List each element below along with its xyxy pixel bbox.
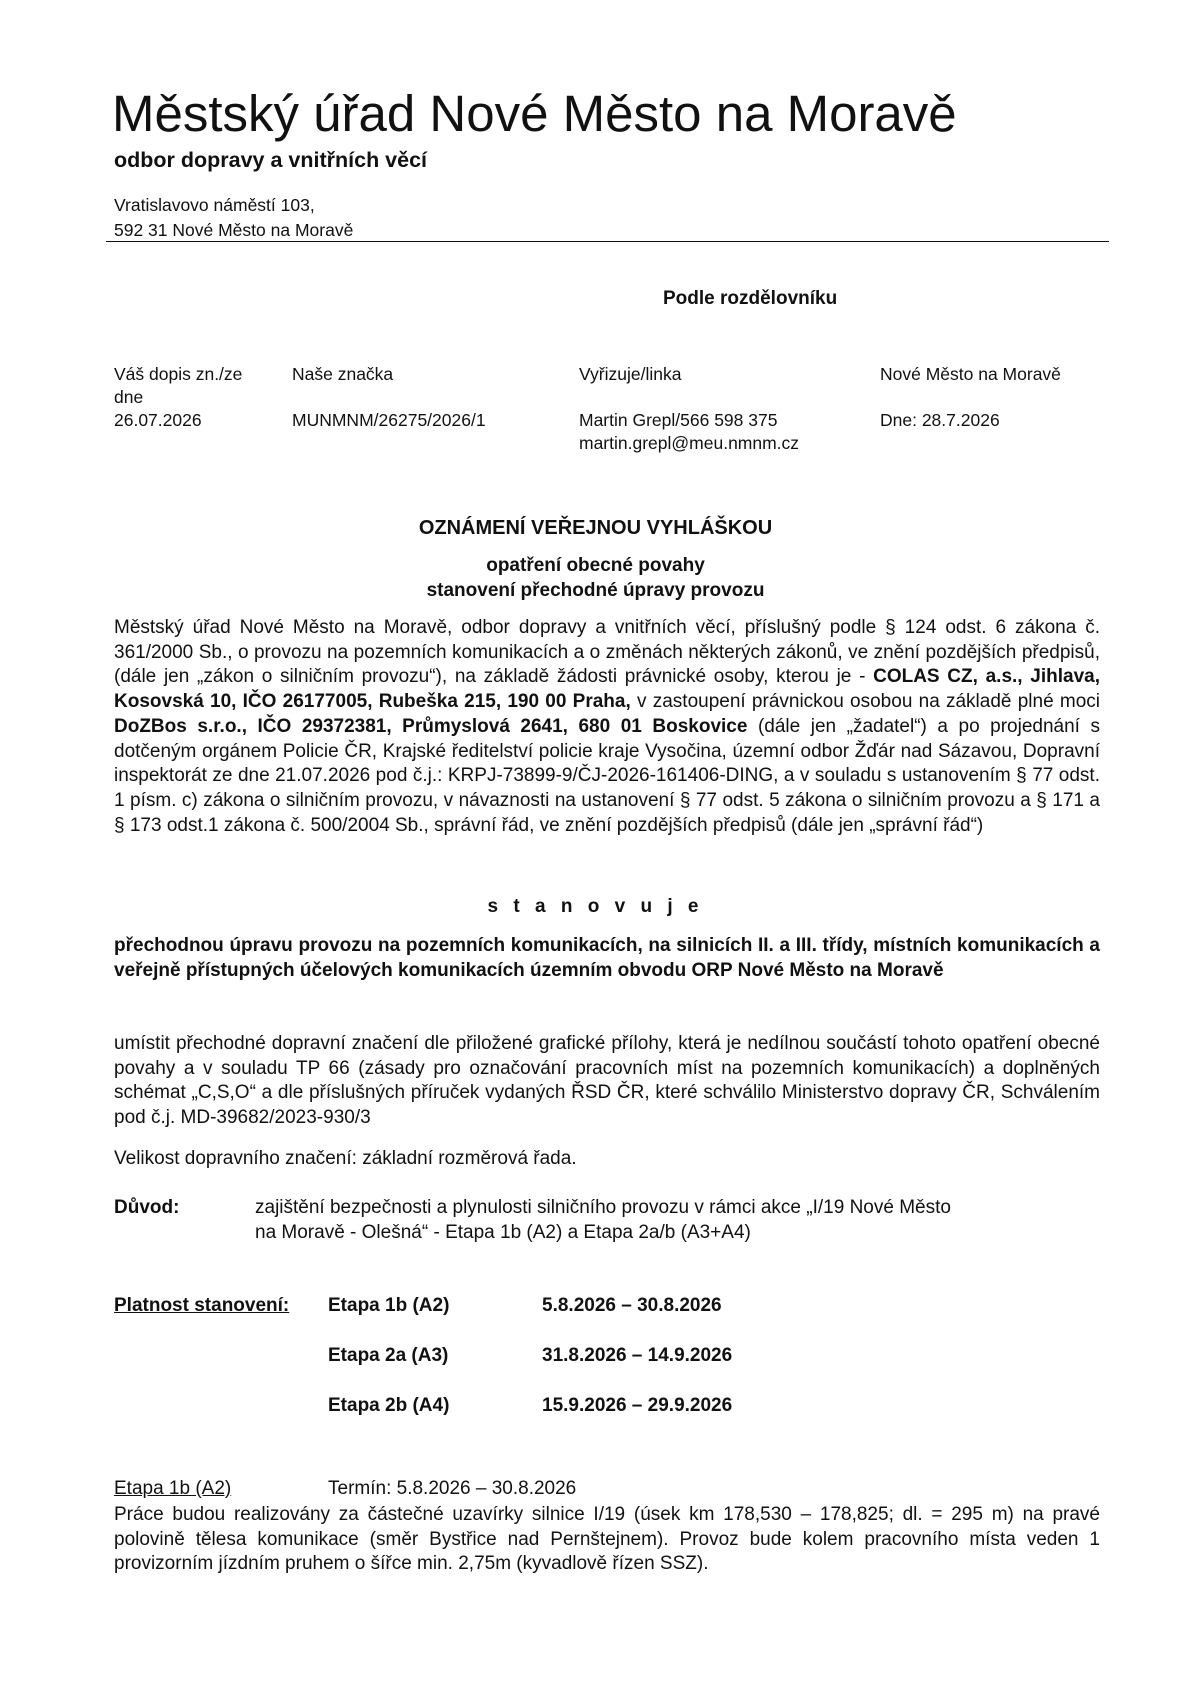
representative-name: DoZBos s.r.o., IČO 29372381, Průmyslová 2641, 680 01 Boskovice	[114, 715, 748, 737]
reason-line-2: na Moravě - Olešná“ - Etapa 1b (A2) a Etapa 2a/b (A3+A4)	[255, 1222, 751, 1243]
applicant-name: COLAS CZ, a.s., Jihlava, Kosovská 10, IČO 26177005, Rubeška 215, 190 00 Praha,	[114, 666, 1101, 713]
intro-paragraph	[114, 616, 1100, 838]
validity-stage-3: Etapa 2b (A4)	[328, 1395, 450, 1416]
notice-subtitle-2: stanovení přechodné úpravy provozu	[426, 580, 765, 601]
decision-subject: přechodnou úpravu provozu na pozemních komunikacích, na silnicích II. a III. třídy, místních komunikacích a veřejně přístupných účelových komunikacích územním obvodu ORP Nové Město na Moravě	[114, 935, 1100, 981]
department-name: odbor dopravy a vnitřních věcí	[114, 148, 428, 172]
ref-col4	[880, 363, 1061, 432]
ref-our-mark-label: Naše značka	[292, 364, 394, 384]
ref-your-letter-date: 26.07.2026	[114, 410, 202, 430]
stage-detail-label: Etapa 1b (A2)	[114, 1478, 232, 1499]
ref-our-mark-value: MUNMNM/26275/2026/1	[292, 410, 486, 430]
office-title: Městský úřad Nové Město na Moravě	[112, 85, 957, 142]
ref-your-letter-label: Váš dopis zn./ze	[114, 364, 243, 384]
ref-date-value: Dne: 28.7.2026	[880, 410, 1000, 430]
validity-label: Platnost stanovení:	[114, 1295, 290, 1316]
intro-text-1: Městský úřad Nové Město na Moravě, odbor dopravy a vnitřních věcí, příslušný podle § 124 odst. 6 zákona č. 361/2000 Sb., o provozu na pozemních komunikacích a o změnách některých zákonů, ve znění pozdějších předpisů, (dále jen „zákon o silničním provozu“), na základě žádosti právnické osoby, kterou je -	[114, 617, 1100, 688]
ref-handled-by-value: Martin Grepl/566 598 375	[579, 410, 778, 430]
intro-text-3: (dále jen „žadatel“) a po projednání s dotčeným orgánem Policie ČR, Krajské ředitelství policie kraje Vysočina, územní odbor Žďár nad Sázavou, Dopravní inspektorát ze dne 21.07.2026 pod č.j.: KRPJ-73899-9/ČJ-2026-161406-DING, a v souladu s ustanovením § 77 odst. 1 písm. c) zákona o silničním provozu, v návaznosti na ustanovení § 77 odst. 5 zákona o silničním provozu a § 171 a § 173 odst.1 zákona č. 500/2004 Sb., správní řád, ve znění pozdějších předpisů (dále jen „správní řád“)	[114, 715, 1100, 836]
notice-subtitle-1: opatření obecné povahy	[486, 555, 705, 576]
ref-handled-by-label: Vyřizuje/linka	[579, 364, 682, 384]
recipient: Podle rozdělovníku	[663, 288, 838, 309]
ref-place-label: Nové Město na Moravě	[880, 364, 1061, 384]
ref-your-letter-label-cont: dne	[114, 387, 144, 407]
decision-word: s t a n o v u j e	[487, 896, 704, 917]
reason-label: Důvod:	[114, 1197, 180, 1218]
body-paragraph-1: umístit přechodné dopravní značení dle přiložené grafické přílohy, která je nedílnou součástí tohoto opatření obecné povahy a v souladu TP 66 (zásady pro označování pracovních míst na pozemních komunikacích) a doplněných schémat „C,S,O“ a dle příslušných příruček vydaných ŘSD ČR, které schválilo Ministerstvo dopravy ČR, Schválením pod č.j. MD-39682/2023-930/3	[114, 1033, 1100, 1129]
validity-dates-2: 31.8.2026 – 14.9.2026	[542, 1345, 733, 1366]
intro-text-2: v zastoupení právnickou osobou na základě plné moci	[630, 691, 1100, 713]
address-line-2: 592 31 Nové Město na Moravě	[114, 220, 354, 240]
stage-detail-text: Práce budou realizovány za částečné uzavírky silnice I/19 (úsek km 178,530 – 178,825; dl. = 295 m) na pravé polovině tělesa komunikace (směr Bystřice nad Pernštejnem). Provoz bude kolem pracovního místa veden 1 provizorním jízdním pruhem o šířce min. 2,75m (kyvadlově řízen SSZ).	[114, 1504, 1100, 1575]
validity-dates-1: 5.8.2026 – 30.8.2026	[542, 1295, 722, 1316]
reason-line-1: zajištění bezpečnosti a plynulosti silničního provozu v rámci akce „I/19 Nové Město	[255, 1197, 951, 1218]
stage-detail-term: Termín: 5.8.2026 – 30.8.2026	[328, 1478, 577, 1499]
ref-handled-by-email: martin.grepl@meu.nmnm.cz	[579, 433, 800, 453]
ref-col2	[292, 363, 486, 432]
header-divider	[106, 241, 1109, 242]
validity-stage-2: Etapa 2a (A3)	[328, 1345, 449, 1366]
ref-col3	[579, 363, 799, 455]
notice-title: OZNÁMENÍ VEŘEJNOU VYHLÁŠKOU	[418, 517, 773, 539]
ref-col1	[114, 363, 242, 432]
validity-stage-1: Etapa 1b (A2)	[328, 1295, 450, 1316]
address-line-1: Vratislavovo náměstí 103,	[114, 195, 315, 215]
body-paragraph-2: Velikost dopravního značení: základní rozměrová řada.	[114, 1148, 577, 1169]
validity-dates-3: 15.9.2026 – 29.9.2026	[542, 1395, 733, 1416]
